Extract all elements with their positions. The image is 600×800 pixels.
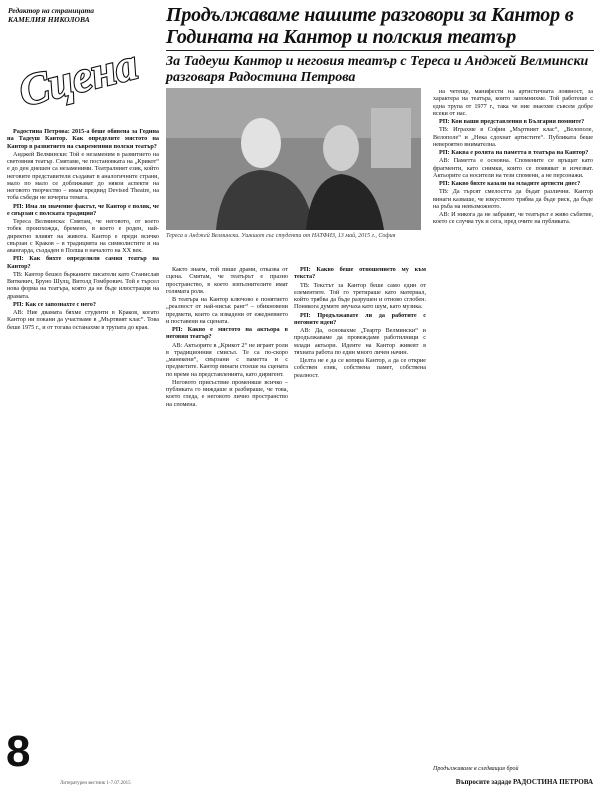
subheadline: За Тадеуш Кантор и неговия театър с Тереса и Анджей Велмински разговаря Радостина Петрова bbox=[166, 54, 589, 85]
footer-text: Литературен вестник 1-7.07.2015 bbox=[60, 781, 131, 786]
paragraph: РП: Какво бихте казали на младите артисти днес? bbox=[439, 180, 581, 187]
article-column-4 bbox=[433, 88, 593, 776]
byline: Въпросите зададе РАДОСТИНА ПЕТРОВА bbox=[455, 778, 593, 786]
paragraph: АВ: И никога да не забравят, че театърът е живо събитие, което се случва тук и сега, пред очите на публиката. bbox=[433, 211, 593, 226]
paragraph: Тереса Велминска: Смятам, че неговото, от което тобек произхожда, бремено, в което е роден, най-директно влияят на живота. Кантор е преди всичко свързан с Краков – в традицията на символистите и на авангарда, създаден в Полша в началото на XX век. bbox=[7, 218, 159, 254]
continued-note: Продължаваме в следващия брой bbox=[433, 766, 519, 772]
paragraph: РП: Кои ваши представления в България помните? bbox=[439, 118, 585, 125]
article-column-2 bbox=[166, 266, 288, 774]
paragraph: Анджей Велмински: Той е незаменим в развитието на световния театър. Смятаме, че постановката на „Крикот“ е до ден днешен са незаменими. Театралният език, който неговите представители създават в аналогичните страни, мало по мало се доближават до някои аспекти на неговото творчество – имам предвид Devised Theatre, на тоба събеди не изчерпа темата. bbox=[7, 150, 159, 202]
page-editor bbox=[8, 6, 158, 24]
paragraph: РП: Има ли значение фактът, че Кантор е поляк, че е свързан с полската традиция? bbox=[7, 202, 159, 217]
article-column-1 bbox=[7, 128, 159, 728]
headline: Продължаваме нашите разговори за Кантор в Годината на Кантор и полския театър bbox=[166, 4, 574, 48]
editor-name: КАМЕЛИЯ НИКОЛОВА bbox=[8, 15, 90, 24]
paragraph: АВ: Актьорите в „Крикот 2“ не играят роли в традиционния смисъл. Те са по-скоро „манекени“, свързани с паметта и с предметите. Кантор винаги стоеше на сцената по време на представленията, като диригент. bbox=[166, 341, 288, 378]
paragraph: Радостина Петрова: 2015-а беше обявена за Година на Тадеуш Кантор. Как определяте мястото на Кантор в развитието на съвременния полски театър? bbox=[7, 128, 159, 150]
paragraph: Неговото присъствие променяше всичко – публиката го виждаше и разбираше, че това, което гледа, е неговото лично пространство на спомена. bbox=[166, 378, 288, 408]
paragraph: ТВ: Текстът за Кантор беше само един от елементите. Той го третираше като материал, който трябва да бъде разрушен и отново сглобен. Понякога думите звучаха като шум, като музика. bbox=[294, 281, 426, 311]
paragraph: Целта не е да се копира Кантор, а да се открие собствен език, собствена памет, собствена реалност. bbox=[294, 357, 426, 379]
paragraph: АВ: Ние двамата бяхме студенти в Краков, когато Кантор ни покани да участваме в „Мъртвият клас“. Това беше 1975 г., и от тогава останахме в трупата до края. bbox=[7, 309, 159, 331]
article-column-3 bbox=[294, 266, 426, 774]
section-logo bbox=[6, 30, 154, 120]
headline-divider bbox=[166, 50, 594, 51]
paragraph: РП: Как се запознахте с него? bbox=[13, 300, 96, 308]
paragraph: РП: Как бихте определили самия театър на Кантор? bbox=[7, 255, 159, 270]
paragraph: РП: Какво е мястото на актьора в неговия театър? bbox=[166, 326, 288, 341]
section-logo-text: Сцена bbox=[14, 39, 143, 116]
paragraph: РП: Какво беше отношението му към текста? bbox=[294, 266, 426, 281]
interview-photo bbox=[166, 88, 421, 230]
paragraph: ТВ: Да търсят смелостта да бъдат различни. Кантор винаги казваше, че изкуството трябва да бъде риск, да бъде на ръба на невъзможното. bbox=[433, 188, 593, 210]
paragraph: АВ: Да, основахме „Теартр Велмински“ и продължаваме да провеждаме работилници с млади актьори. Идеите на Кантор живеят в тяхната работа по един много личен начин. bbox=[294, 327, 426, 356]
paragraph: ТВ: Играхме в София „Мъртвият клас“, „Велополе, Велополе“ и „Нека сдохнат артистите“. Публиката беше невероятно внимателна. bbox=[433, 126, 593, 148]
page-number: 8 bbox=[6, 727, 31, 776]
paragraph: РП: Продължавате ли да работите с неговите идеи? bbox=[294, 311, 426, 326]
editor-label: Редактор на страницата bbox=[8, 6, 95, 15]
paragraph: АВ: Паметта е основна. Спомените се връщат като фрагменти, като снимки, които се появяват и изчезват. Актьорите са носители на тези спомени, а не персонажи. bbox=[433, 157, 593, 179]
paragraph: Както знаем, той пише драми, отказва от сцена. Смятам, че театърът е празно пространство, в което изпълнителите имат голямата роля. bbox=[166, 266, 288, 295]
paragraph: ТВ: Кантор бешел бърканите писатели като Станислав Виткевич, Бруно Шулц, Витолд Гомбрович. Той е търсел нова форма на театъра, която да не бъде илюстрация на драмата. bbox=[7, 270, 159, 300]
photo-caption: Тереса и Анджей Велмински. Ушкшот със студенти от НАТФИЗ, 13 май, 2015 г., София bbox=[166, 233, 396, 239]
paragraph: РП: Каква е ролята на паметта в театъра на Кантор? bbox=[439, 149, 589, 156]
paragraph: В театъра на Кантор ключово е понятието „реалност от най-нисък ранг“ – обикновени предмети, които са извадени от ежедневието и поставени на сцената. bbox=[166, 296, 288, 325]
paragraph: на четеще, манифести на артистичната лоявност, за характера на театъра, които запомнихме. Той работеше с една трупа от 1977 г., така че ние знаехме съвсем добре всеки от нас. bbox=[433, 88, 593, 117]
